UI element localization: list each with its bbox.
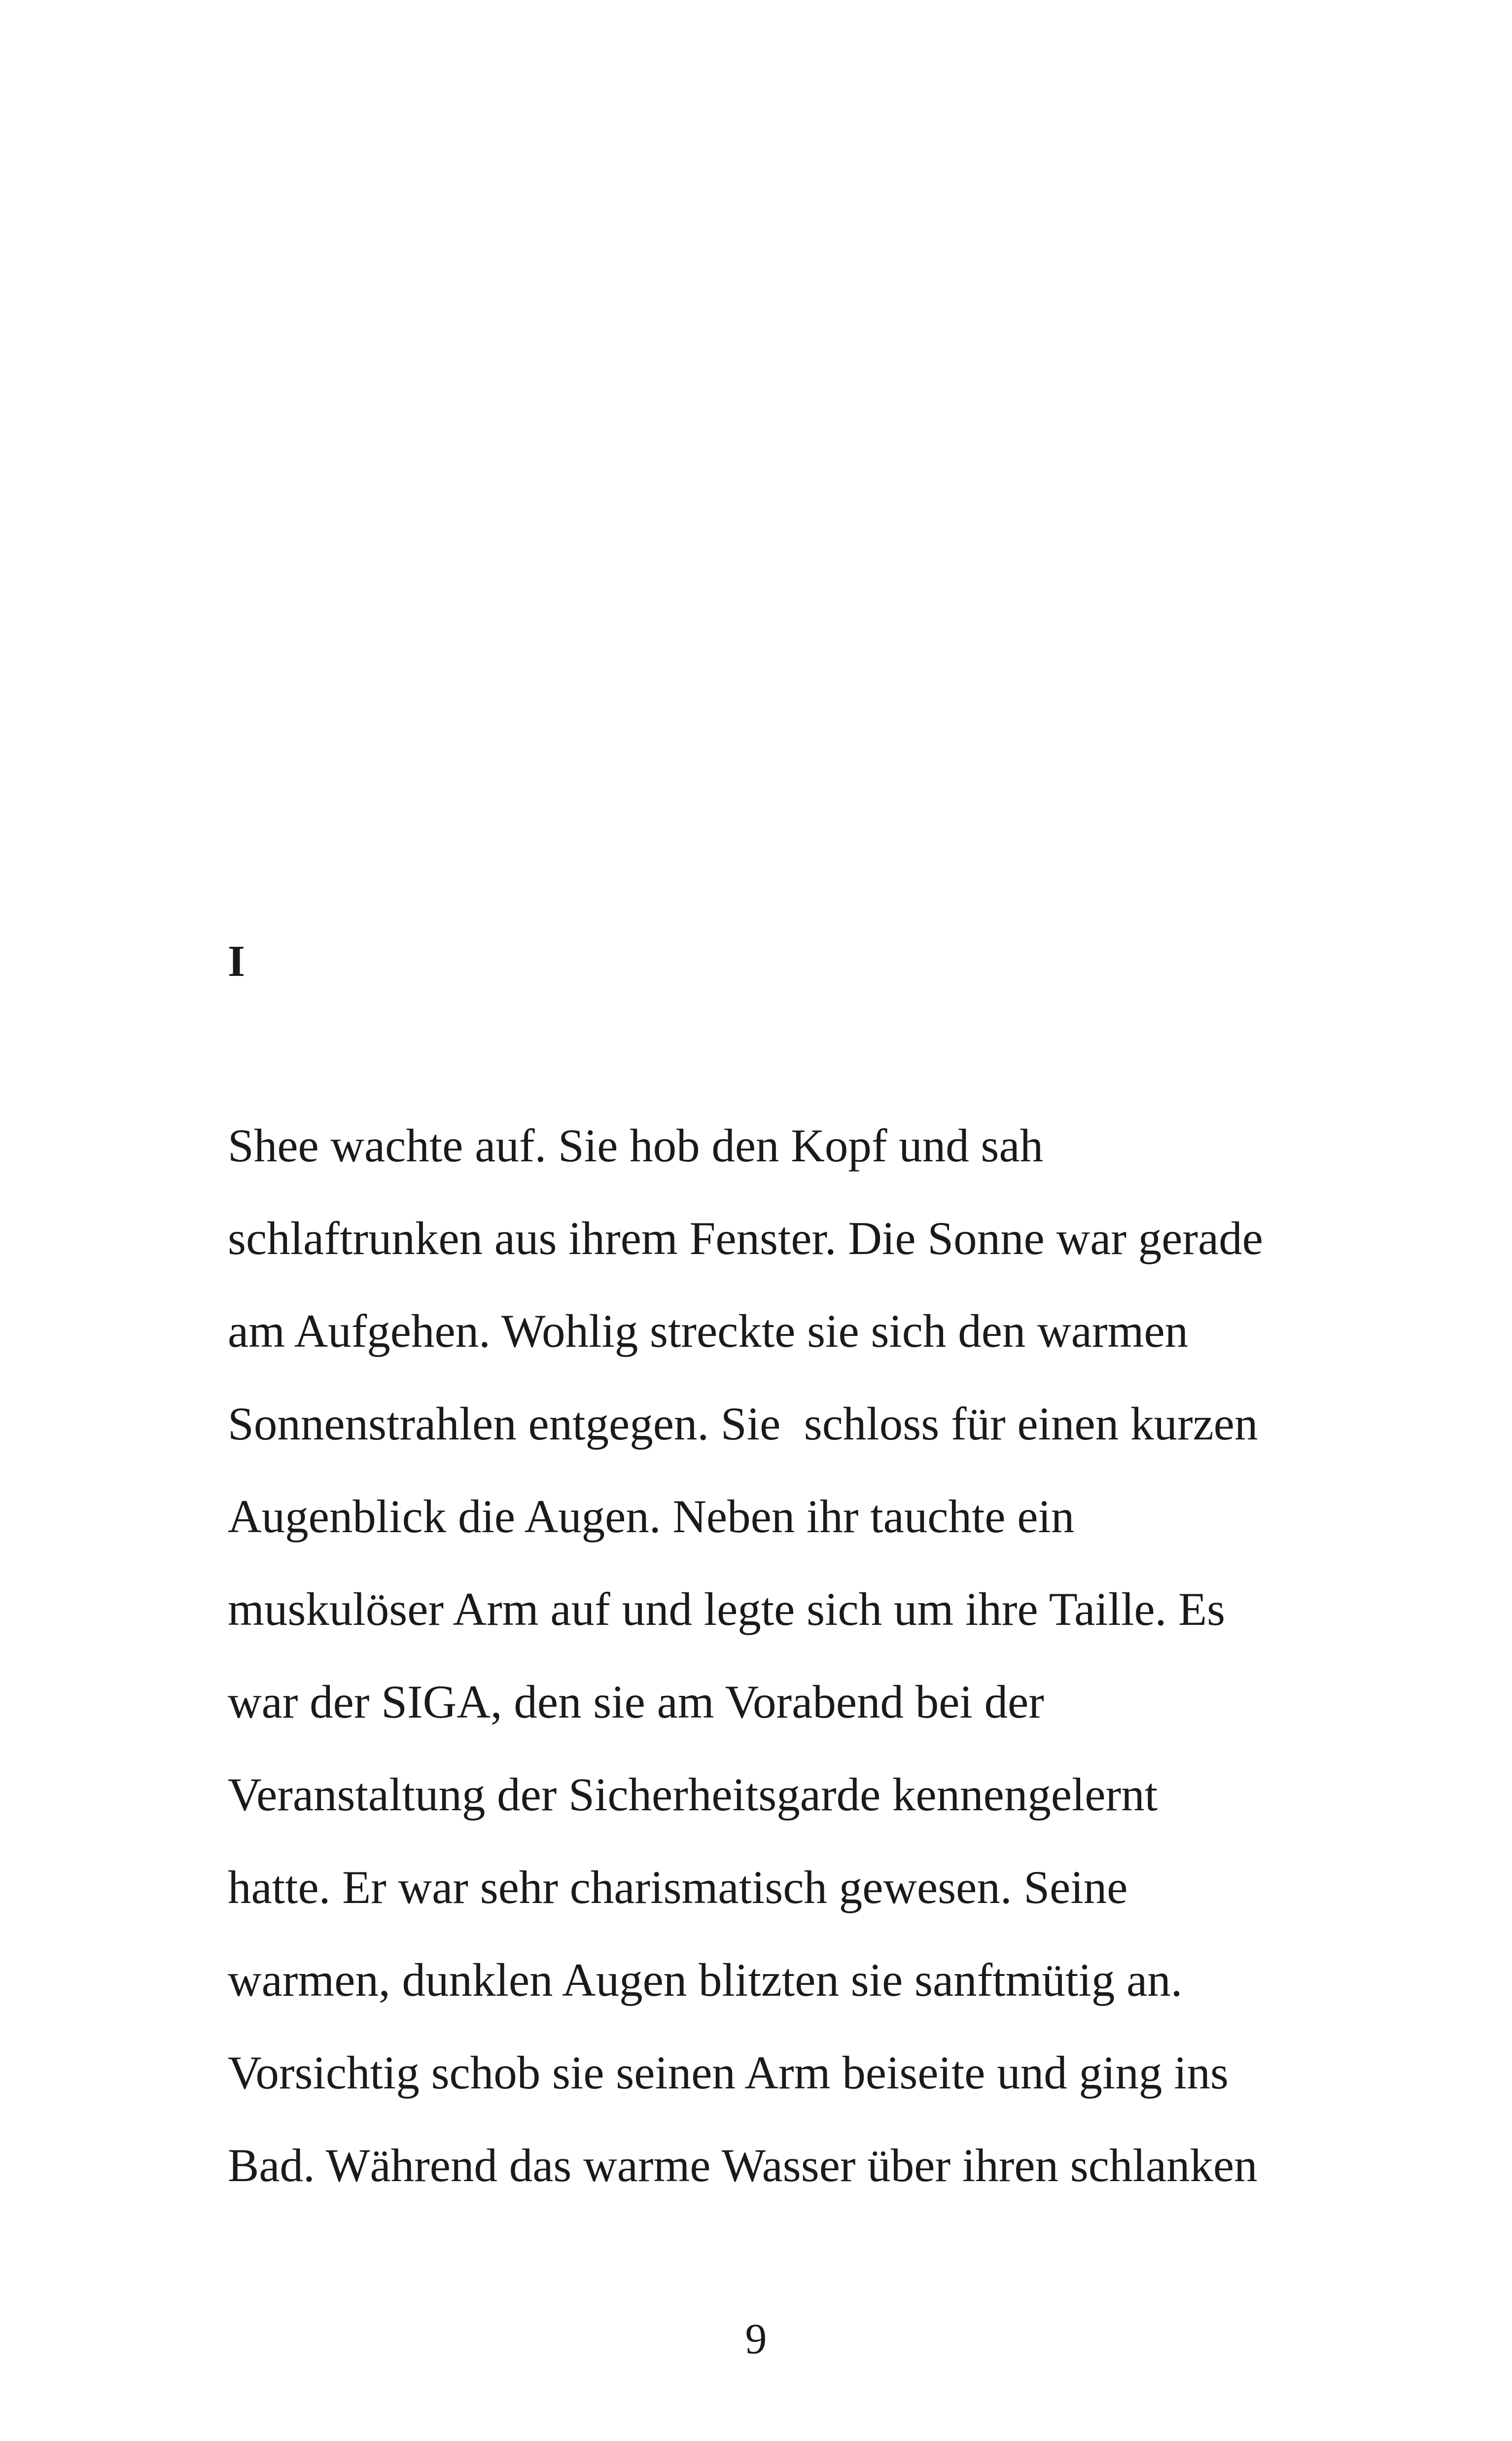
text-line: Shee wachte auf. Sie hob den Kopf und sah: [228, 1119, 1044, 1172]
text-line: muskulöser Arm auf und legte sich um ihre Taille. Es: [228, 1583, 1226, 1635]
text-line: Sonnenstrahlen entgegen. Sie schloss für einen kurzen: [228, 1398, 1258, 1450]
text-line: schlaftrunken aus ihrem Fenster. Die Sonne war gerade: [228, 1212, 1263, 1264]
text-line: hatte. Er war sehr charismatisch gewesen. Seine: [228, 1861, 1128, 1913]
body-text: [228, 1109, 1362, 2221]
text-line: war der SIGA, den sie am Vorabend bei der: [228, 1676, 1044, 1728]
text-line: Bad. Während das warme Wasser über ihren schlanken: [228, 2139, 1258, 2191]
page-number: 9: [745, 2315, 767, 2363]
text-line: am Aufgehen. Wohlig streckte sie sich den warmen: [228, 1305, 1189, 1357]
text-line: Vorsichtig schob sie seinen Arm beiseite und ging ins: [228, 2046, 1229, 2099]
text-line: Veranstaltung der Sicherheitsgarde kennengelernt: [228, 1768, 1158, 1821]
chapter-heading: I: [228, 937, 246, 986]
text-line: warmen, dunklen Augen blitzten sie sanftmütig an.: [228, 1954, 1183, 2006]
text-line: Augenblick die Augen. Neben ihr tauchte ein: [228, 1490, 1075, 1543]
